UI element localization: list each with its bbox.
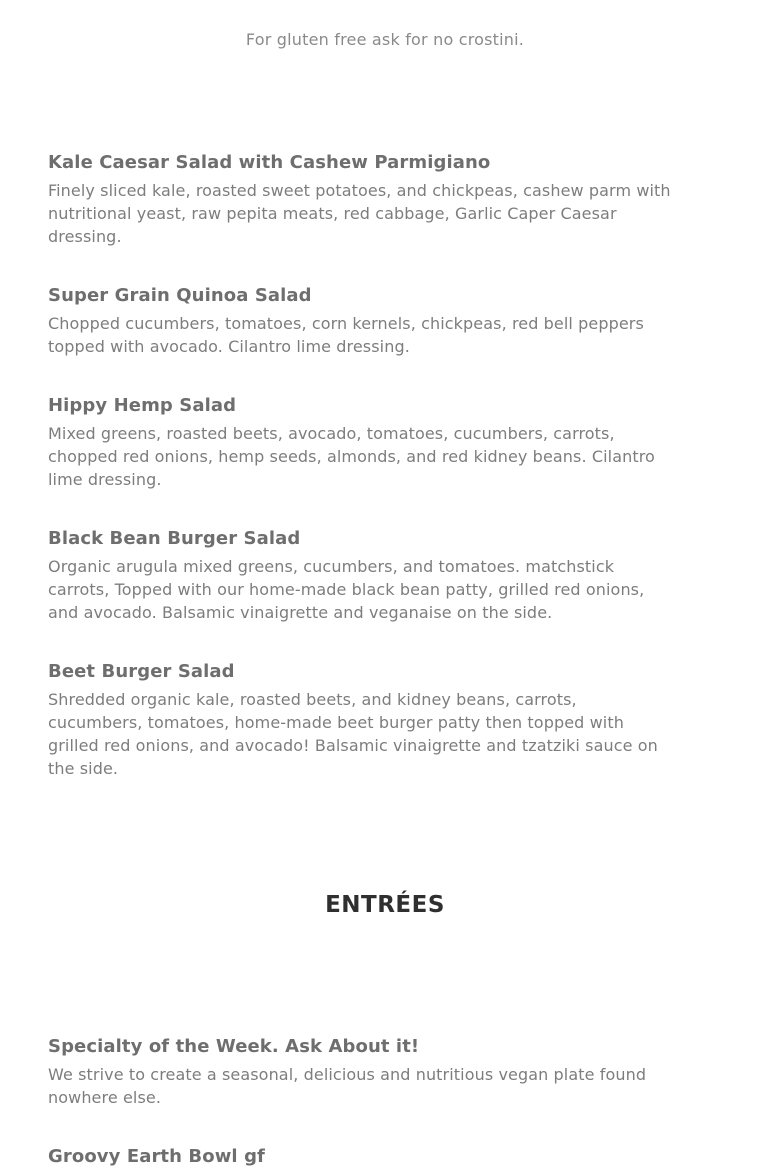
menu-item-title: Specialty of the Week. Ask About it! (48, 1036, 420, 1057)
menu-item-description: We strive to create a seasonal, delicious and nutritious vegan plate found nowhere else. (48, 1065, 647, 1107)
menu-item-description: Chopped cucumbers, tomatoes, corn kernels, chickpeas, red bell peppers topped with avocado. Cilantro lime dressing. (48, 314, 644, 356)
menu-item-title: Hippy Hemp Salad (48, 395, 237, 416)
menu-item-title: Beet Burger Salad (48, 661, 235, 682)
menu-item-title: Black Bean Burger Salad (48, 528, 301, 549)
menu-item-beet-burger (48, 660, 673, 780)
menu-item-hippy-hemp (48, 394, 673, 491)
menu-item-black-bean-burger (48, 527, 673, 624)
gluten-free-note: For gluten free ask for no crostini. (245, 30, 525, 49)
menu-item-description: Shredded organic kale, roasted beets, and kidney beans, carrots, cucumbers, tomatoes, home-made beet burger patty then topped with grilled red onions, and avocado! Balsamic vinaigrette and tzatziki sauce on the side. (48, 690, 658, 778)
menu-item-groovy-earth-bowl (48, 1145, 673, 1169)
menu-item-kale-caesar (48, 151, 673, 248)
section-heading-entrees: ENTRÉES (325, 892, 445, 918)
menu-item-description: Finely sliced kale, roasted sweet potatoes, and chickpeas, cashew parm with nutritional yeast, raw pepita meats, red cabbage, Garlic Caper Caesar dressing. (48, 181, 671, 246)
menu-item-description: Organic arugula mixed greens, cucumbers, and tomatoes. matchstick carrots, Topped with our home-made black bean patty, grilled red onions, and avocado. Balsamic vinaigrette and veganaise on the side. (48, 557, 645, 622)
menu-item-quinoa (48, 284, 673, 358)
menu-item-description: Mixed greens, roasted beets, avocado, tomatoes, cucumbers, carrots, chopped red onions, hemp seeds, almonds, and red kidney beans. Cilantro lime dressing. (48, 424, 655, 489)
menu-item-specialty (48, 1035, 673, 1109)
menu-item-title: Super Grain Quinoa Salad (48, 285, 312, 306)
menu-item-title: Groovy Earth Bowl gf (48, 1146, 265, 1167)
menu-item-title: Kale Caesar Salad with Cashew Parmigiano (48, 152, 491, 173)
